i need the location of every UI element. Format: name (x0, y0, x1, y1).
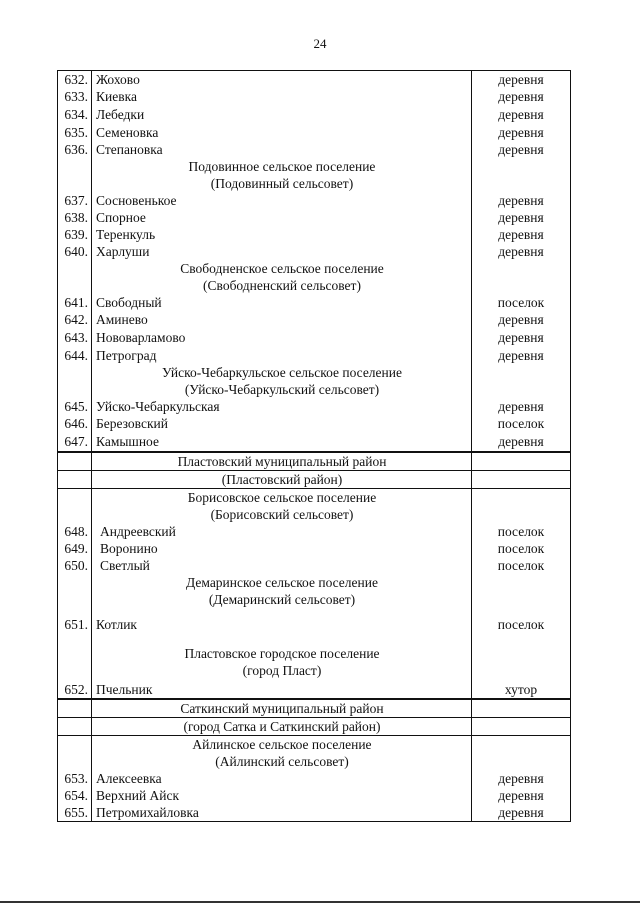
settlement-type: деревня (498, 399, 544, 414)
settlement-type: деревня (498, 193, 544, 208)
settlement-name: Верхний Айск (96, 788, 180, 803)
settlement-name: Теренкуль (96, 227, 156, 242)
section-header-row (58, 364, 570, 381)
section-header: Подовинное сельское поселение (188, 159, 376, 174)
section-header: Айлинское сельское поселение (192, 737, 372, 752)
row-number: 648. (64, 524, 88, 539)
row-number: 645. (64, 399, 88, 414)
section-header-row (58, 735, 570, 753)
settlement-name: Петромихайловка (96, 805, 199, 820)
table-row (58, 787, 570, 804)
section-header-row (58, 158, 570, 175)
section-header-row (58, 645, 570, 662)
section-header: Свободненское сельское поселение (180, 261, 384, 276)
settlement-type: деревня (498, 434, 544, 449)
settlement-type: хутор (504, 682, 538, 697)
settlement-name: Киевка (96, 89, 137, 104)
table-row (58, 192, 570, 209)
row-number: 641. (64, 295, 88, 310)
table-row (58, 226, 570, 243)
table-row (58, 105, 570, 124)
settlement-type: деревня (498, 771, 544, 786)
settlement-name: Жохово (96, 72, 140, 87)
settlement-type: деревня (498, 227, 544, 242)
section-header: Демаринское сельское поселение (186, 575, 378, 590)
settlement-type: деревня (498, 72, 544, 87)
section-header-row (58, 260, 570, 277)
section-header-row (58, 717, 570, 735)
table-row (58, 616, 570, 633)
row-number: 651. (64, 617, 88, 632)
section-header: Саткинский муниципальный район (180, 701, 384, 716)
settlement-name: Светлый (100, 558, 150, 573)
row-number: 633. (64, 89, 88, 104)
settlement-type: деревня (498, 788, 544, 803)
settlement-type: деревня (498, 805, 544, 820)
settlement-name: Пчельник (96, 682, 153, 697)
section-header-row (58, 591, 570, 608)
settlements-table (57, 70, 571, 822)
table-row (58, 523, 570, 540)
row-number: 634. (64, 107, 88, 122)
settlement-name: Спорное (96, 210, 146, 225)
settlement-name: Семеновка (96, 125, 159, 140)
table-row (58, 398, 570, 415)
settlement-type: деревня (498, 330, 544, 345)
row-number: 650. (64, 558, 88, 573)
table-row (58, 432, 570, 451)
settlement-type: поселок (497, 524, 545, 539)
settlement-name: Харлуши (96, 244, 150, 259)
table-row (58, 681, 570, 698)
row-number: 644. (64, 348, 88, 363)
table-row (58, 124, 570, 141)
settlement-name: Сосновенькое (96, 193, 177, 208)
table-row (58, 557, 570, 574)
table-row (58, 415, 570, 432)
settlement-type: деревня (498, 89, 544, 104)
section-header: (Айлинский сельсовет) (215, 754, 349, 769)
page-number: 24 (313, 36, 327, 51)
row-number: 652. (64, 682, 88, 697)
settlement-name: Степановка (96, 142, 163, 157)
table-row (58, 540, 570, 557)
settlement-name: Воронино (100, 541, 158, 556)
settlement-type: деревня (498, 142, 544, 157)
section-header: (Пластовский район) (221, 472, 343, 487)
settlement-name: Петроград (96, 348, 157, 363)
settlement-type: деревня (498, 348, 544, 363)
settlement-type: поселок (497, 416, 545, 431)
row-number: 646. (64, 416, 88, 431)
settlement-type: деревня (498, 244, 544, 259)
section-header-row (58, 488, 570, 506)
section-header-row (58, 574, 570, 591)
table-row (58, 770, 570, 787)
table-row (58, 209, 570, 226)
section-header: (город Сатка и Саткинский район) (183, 719, 381, 734)
table-row (58, 804, 570, 821)
row-number: 653. (64, 771, 88, 786)
row-number: 643. (64, 330, 88, 345)
table-body (58, 71, 570, 821)
settlement-name: Камышное (96, 434, 159, 449)
table-row (58, 311, 570, 328)
section-header: (город Пласт) (242, 663, 322, 678)
table-row (58, 71, 570, 88)
settlement-name: Лебедки (96, 107, 145, 122)
settlement-type: деревня (498, 210, 544, 225)
table-row (58, 328, 570, 347)
section-header-row (58, 277, 570, 294)
table-row (58, 88, 570, 105)
settlement-name: Котлик (96, 617, 137, 632)
settlement-name: Уйско-Чебаркульская (96, 399, 220, 414)
row-number: 635. (64, 125, 88, 140)
section-header: Уйско-Чебаркульское сельское поселение (162, 365, 402, 380)
section-header: Борисовское сельское поселение (187, 490, 377, 505)
settlement-name: Аминево (96, 312, 148, 327)
section-header: Пластовское городское поселение (184, 646, 380, 661)
settlement-type: деревня (498, 107, 544, 122)
row-number: 636. (64, 142, 88, 157)
row-number: 654. (64, 788, 88, 803)
section-header: (Свободненский сельсовет) (203, 278, 361, 293)
settlement-type: поселок (497, 558, 545, 573)
settlement-type: деревня (498, 125, 544, 140)
section-header-row (58, 470, 570, 488)
settlement-name: Свободный (96, 295, 162, 310)
table-row (58, 294, 570, 311)
row-number: 642. (64, 312, 88, 327)
settlement-type: поселок (497, 541, 545, 556)
table-row (58, 141, 570, 158)
row-number: 637. (64, 193, 88, 208)
table-row (58, 347, 570, 364)
section-header-row (58, 753, 570, 770)
settlement-type: поселок (497, 295, 545, 310)
settlement-name: Нововарламово (96, 330, 186, 345)
row-number: 638. (64, 210, 88, 225)
settlement-name: Андреевский (100, 524, 176, 539)
settlement-type: поселок (497, 617, 545, 632)
section-header: Пластовский муниципальный район (177, 454, 387, 469)
settlement-name: Алексеевка (96, 771, 162, 786)
settlement-type: деревня (498, 312, 544, 327)
section-header: (Демаринский сельсовет) (208, 592, 356, 607)
row-number: 640. (64, 244, 88, 259)
row-number: 649. (64, 541, 88, 556)
section-header-row (58, 451, 570, 470)
section-header-row (58, 662, 570, 679)
row-number: 647. (64, 434, 88, 449)
row-number: 639. (64, 227, 88, 242)
section-header: (Подовинный сельсовет) (210, 176, 354, 191)
section-header: (Уйско-Чебаркульский сельсовет) (184, 382, 380, 397)
table-row (58, 243, 570, 260)
scan-edge-line (0, 901, 640, 903)
section-header-row (58, 381, 570, 398)
row-number: 655. (64, 805, 88, 820)
section-header: (Борисовский сельсовет) (210, 507, 354, 522)
settlement-name: Березовский (96, 416, 168, 431)
section-header-row (58, 698, 570, 717)
section-header-row (58, 506, 570, 523)
row-number: 632. (64, 72, 88, 87)
section-header-row (58, 175, 570, 192)
